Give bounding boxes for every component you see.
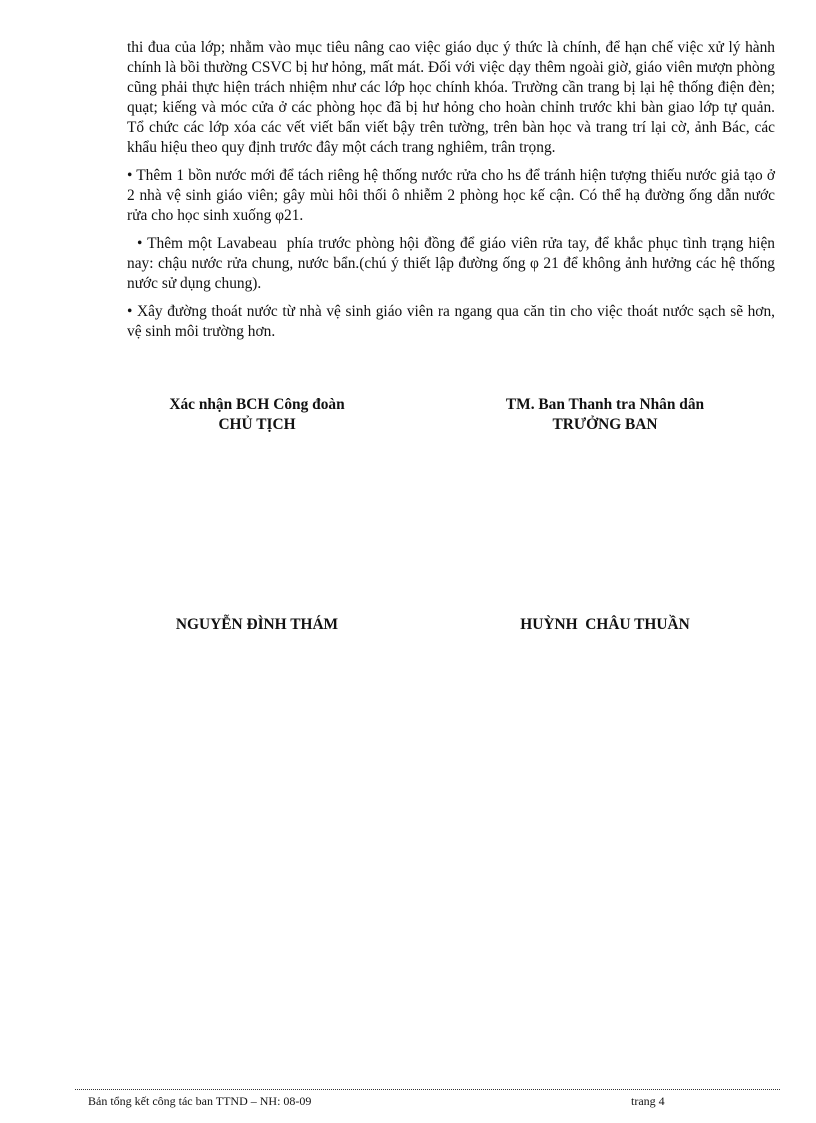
signature-name: NGUYỄN ĐÌNH THÁM [175,616,339,633]
document-body [127,38,779,350]
footer-divider [75,1089,780,1090]
paragraph-facilities: thi đua của lớp; nhằm vào mục tiêu nâng cao việc giáo dục ý thức là chính, để hạn chế việc xử lý hành chính là bồi thường CSVC bị hư hỏng, mất mát. Đối với việc dạy thêm ngoài giờ, giáo viên mượn phòng cũng phải thực hiện trách nhiệm như các lớp học chính khóa. Trường cần trang bị lại hệ thống điện đèn; quạt; kiếng và móc cửa ở các phòng học đã bị hư hỏng cho hoàn chỉnh trước khi bàn giao lớp tự quản. Tổ chức các lớp xóa các vết viết bẩn viết bậy trên tường, trên bàn học và trang trí lại cờ, ảnh Bác, các khẩu hiệu theo quy định trước đây một cách trang nghiêm, trân trọng. [127,39,775,156]
footer-page-number: trang 4 [631,1094,665,1108]
paragraph-lavabeau: • Thêm một Lavabeau phía trước phòng hội đồng để giáo viên rửa tay, để khắc phục tình trạng hiện nay: chậu nước rửa chung, nước bẩn.(chú ý thiết lập đường ống φ 21 để không ảnh hưởng các hệ thống nước sử dụng chung). [127,235,779,292]
footer-document-title: Bản tổng kết công tác ban TTND – NH: 08-09 [88,1094,312,1108]
signature-block-union [127,395,387,635]
signature-title: TRƯỞNG BAN [552,416,658,433]
signature-name: HUỲNH CHÂU THUẦN [520,616,690,633]
signature-org: TM. Ban Thanh tra Nhân dân [505,396,705,413]
signature-block-inspection [445,395,765,635]
signature-title: CHỦ TỊCH [218,416,296,433]
signature-org: Xác nhận BCH Công đoàn [169,396,345,413]
paragraph-water-tank: • Thêm 1 bồn nước mới để tách riêng hệ thống nước rửa cho hs để tránh hiện tượng thiếu nước giả tạo ở 2 nhà vệ sinh giáo viên; gây mùi hôi thối ô nhiễm 2 phòng học kế cận. Có thể hạ đường ống dẫn nước rửa cho học sinh xuống φ21. [127,167,775,224]
paragraph-drainage: • Xây đường thoát nước từ nhà vệ sinh giáo viên ra ngang qua căn tin cho việc thoát nước sạch sẽ hơn, vệ sinh môi trường hơn. [127,303,775,340]
